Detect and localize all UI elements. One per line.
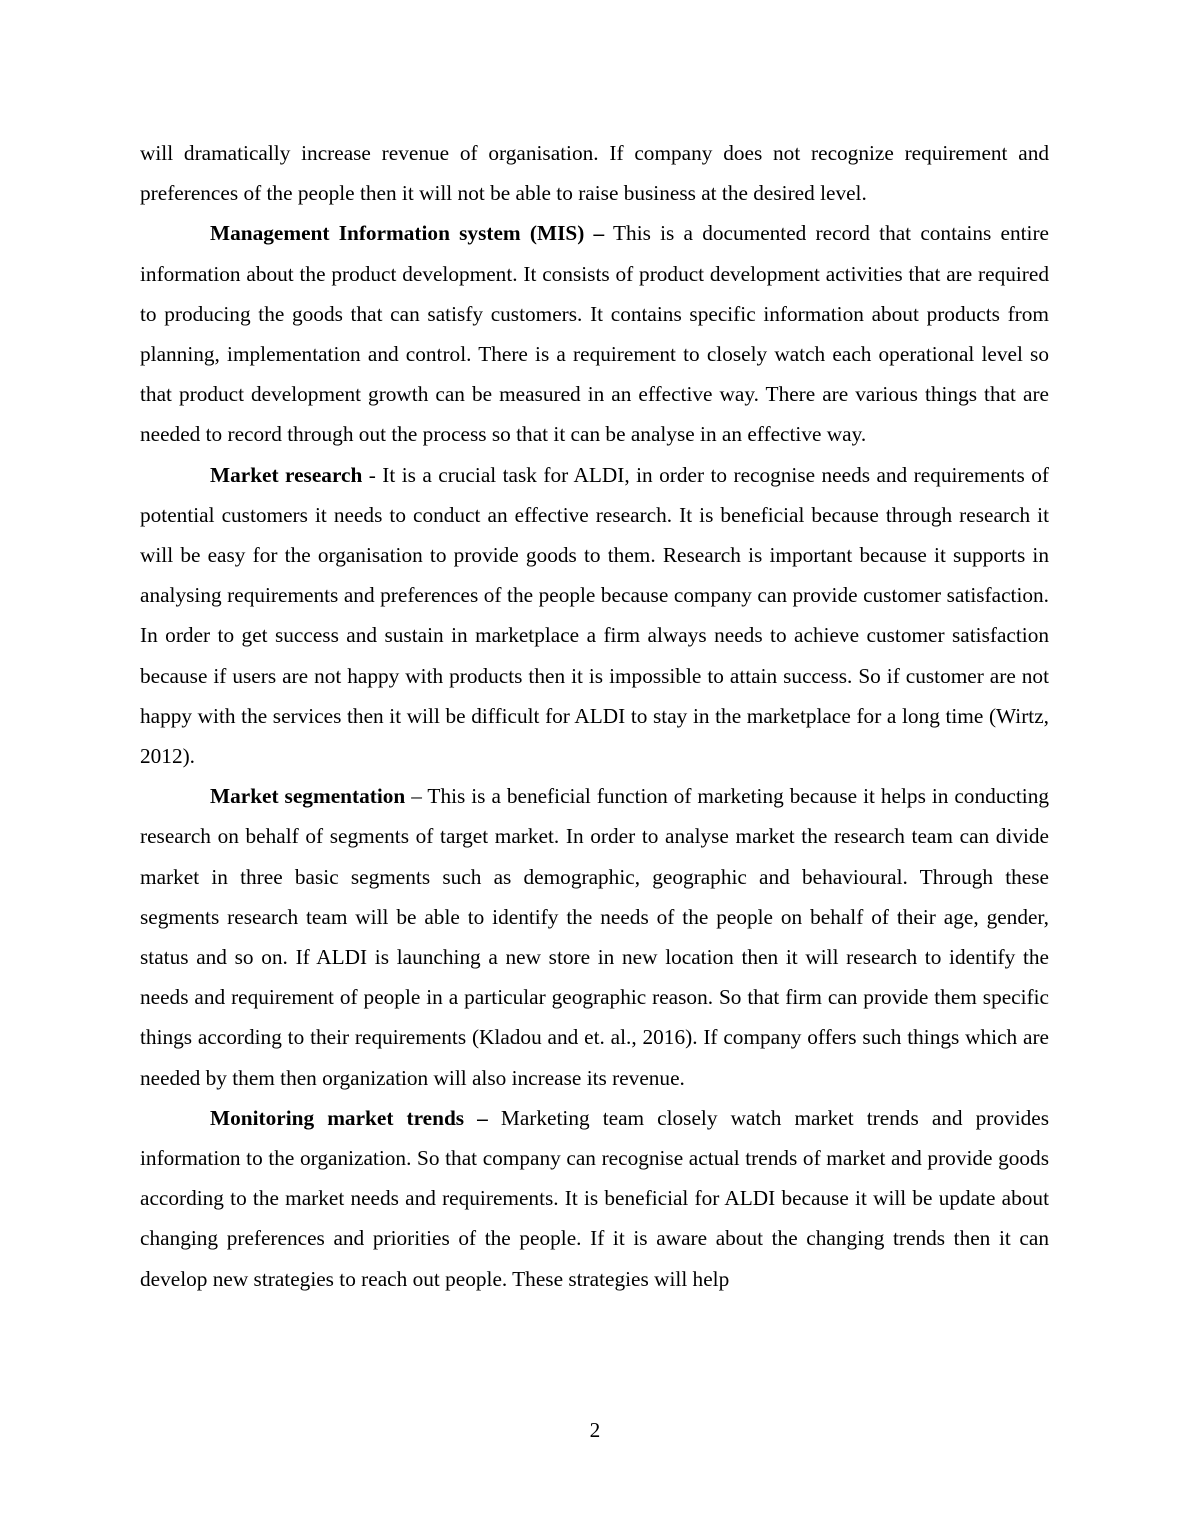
- paragraph-heading: Monitoring market trends –: [210, 1105, 488, 1130]
- paragraph-text: will dramatically increase revenue of organisation. If company does not recognize requirement and preferences of the people then it will not be able to raise business at the desired level.: [140, 141, 1049, 206]
- paragraph-text: Marketing team closely watch market trends and provides information to the organization. So that company can recognise actual trends of market and provide goods according to the market needs and requirements. It is beneficial for ALDI because it will be update about changing preferences and priorities of the people. If it is aware about the changing trends then it can develop new strategies to reach out people. These strategies will help: [140, 1105, 1049, 1291]
- paragraph-market-research: [140, 455, 1049, 777]
- paragraph-continuation: [140, 133, 1049, 213]
- paragraph-monitoring-market-trends: [140, 1098, 1049, 1299]
- paragraph-market-segmentation: [140, 776, 1049, 1098]
- paragraph-heading: Market segmentation: [210, 784, 406, 809]
- paragraph-mis: [140, 213, 1049, 454]
- paragraph-text: This is a documented record that contains entire information about the product development. It consists of product development activities that are required to producing the goods that can satisfy customers. It contains specific information about products from planning, implementation and control. There is a requirement to closely watch each operational level so that product development growth can be measured in an effective way. There are various things that are needed to record through out the process so that it can be analyse in an effective way.: [140, 221, 1050, 447]
- paragraph-heading: Management Information system (MIS) –: [210, 221, 605, 246]
- body-text: [140, 133, 1049, 1299]
- page-number: 2: [589, 1418, 601, 1442]
- paragraph-heading: Market research: [210, 462, 363, 487]
- paragraph-text: - It is a crucial task for ALDI, in order to recognise needs and requirements of potential customers it needs to conduct an effective research. It is beneficial because through research it will be easy for the organisation to provide goods to them. Research is important because it supports in analysing requirements and preferences of the people because company can provide customer satisfaction. In order to get success and sustain in marketplace a firm always needs to achieve customer satisfaction because if users are not happy with products then it is impossible to attain success. So if customer are not happy with the services then it will be difficult for ALDI to stay in the marketplace for a long time (Wirtz, 2012).: [140, 462, 1049, 769]
- paragraph-text: – This is a beneficial function of marketing because it helps in conducting research on behalf of segments of target market. In order to analyse market the research team can divide market in three basic segments such as demographic, geographic and behavioural. Through these segments research team will be able to identify the needs of the people on behalf of their age, gender, status and so on. If ALDI is launching a new store in new location then it will research to identify the needs and requirement of people in a particular geographic reason. So that firm can provide them specific things according to their requirements (Kladou and et. al., 2016). If company offers such things which are needed by them then organization will also increase its revenue.: [140, 784, 1049, 1090]
